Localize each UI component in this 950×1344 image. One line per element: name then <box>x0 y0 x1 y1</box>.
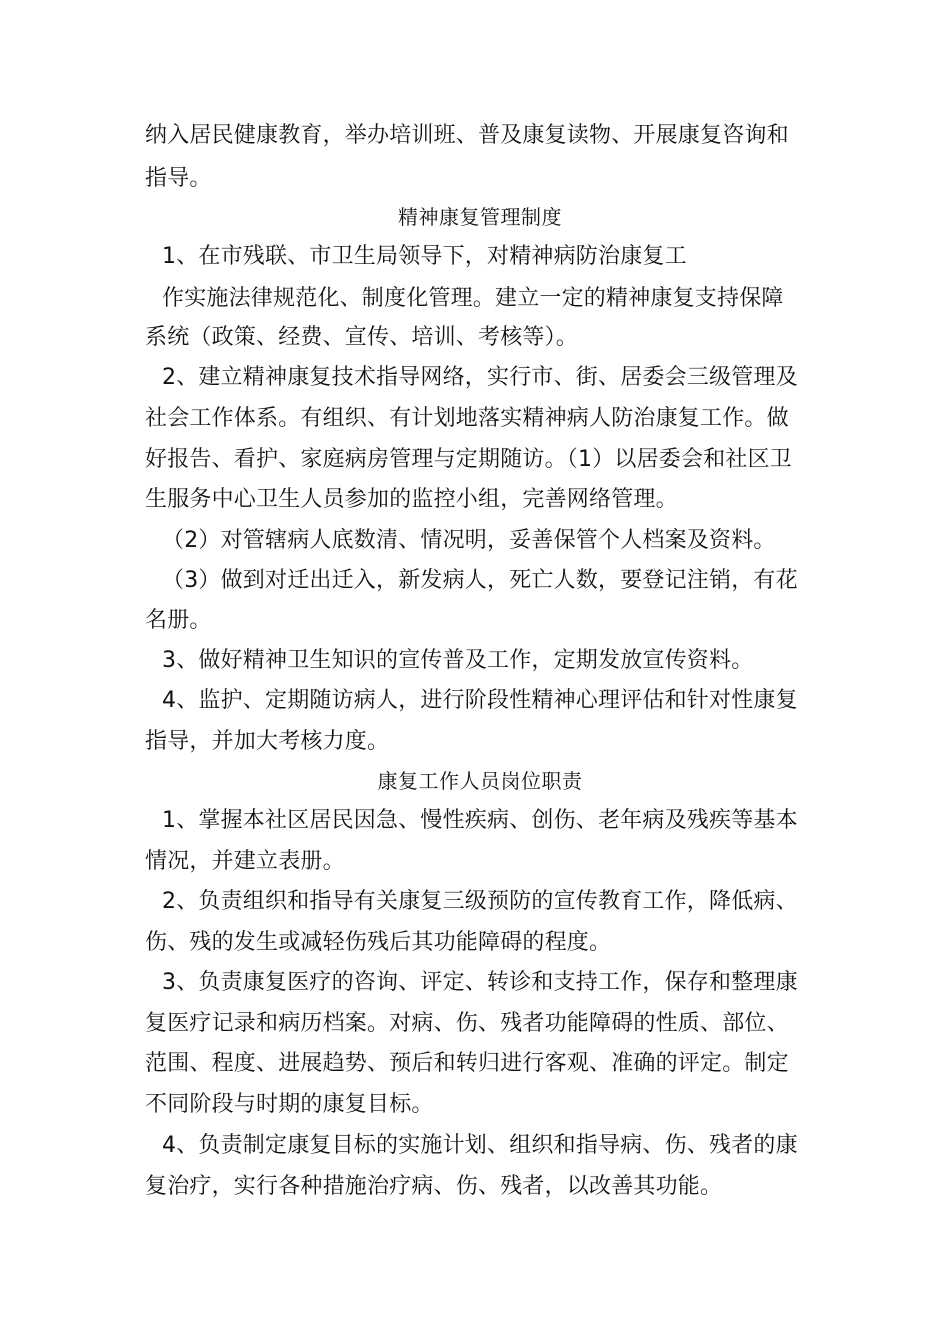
paragraph-line: 不同阶段与时期的康复目标。 <box>145 1092 434 1117</box>
paragraph-line: 作实施法律规范化、制度化管理。建立一定的精神康复支持保障 <box>162 286 784 311</box>
paragraph-line: （3）做到对迁出迁入，新发病人，死亡人数，要登记注销，有花 <box>162 568 798 593</box>
paragraph-line: 系统（政策、经费、宣传、培训、考核等）。 <box>145 325 579 350</box>
paragraph-line: 4、监护、定期随访病人，进行阶段性精神心理评估和针对性康复 <box>162 688 798 713</box>
section-title-mental-rehab: 精神康复管理制度 <box>398 205 562 229</box>
paragraph-line: 情况，并建立表册。 <box>145 849 345 874</box>
paragraph-line: 1、在市残联、市卫生局领导下，对精神病防治康复工 <box>162 244 687 269</box>
paragraph-line: 复医疗记录和病历档案。对病、伤、残者功能障碍的性质、部位、 <box>145 1011 789 1036</box>
paragraph-line: 3、负责康复医疗的咨询、评定、转诊和支持工作，保存和整理康 <box>162 970 798 995</box>
paragraph-line: 2、负责组织和指导有关康复三级预防的宣传教育工作，降低病、 <box>162 889 798 914</box>
paragraph-line: 复治疗，实行各种措施治疗病、伤、残者，以改善其功能。 <box>145 1174 723 1199</box>
section-title-rehab-staff-duties: 康复工作人员岗位职责 <box>377 769 583 793</box>
paragraph-line: 生服务中心卫生人员参加的监控小组，完善网络管理。 <box>145 487 678 512</box>
paragraph-line: 好报告、看护、家庭病房管理与定期随访。（1）以居委会和社区卫 <box>145 447 792 472</box>
paragraph-line: 伤、残的发生或减轻伤残后其功能障碍的程度。 <box>145 930 612 955</box>
intro-line-1: 纳入居民健康教育，举办培训班、普及康复读物、开展康复咨询和 <box>145 123 789 148</box>
paragraph-line: （2）对管辖病人底数清、情况明，妥善保管个人档案及资料。 <box>162 528 776 553</box>
paragraph-line: 2、建立精神康复技术指导网络，实行市、街、居委会三级管理及 <box>162 365 798 390</box>
intro-line-2: 指导。 <box>145 166 212 191</box>
paragraph-line: 3、做好精神卫生知识的宣传普及工作，定期发放宣传资料。 <box>162 648 754 673</box>
paragraph-line: 指导，并加大考核力度。 <box>145 729 390 754</box>
paragraph-line: 名册。 <box>145 608 212 633</box>
paragraph-line: 范围、程度、进展趋势、预后和转归进行客观、准确的评定。制定 <box>145 1051 789 1076</box>
paragraph-line: 4、负责制定康复目标的实施计划、组织和指导病、伤、残者的康 <box>162 1133 798 1158</box>
paragraph-line: 1、掌握本社区居民因急、慢性疾病、创伤、老年病及残疾等基本 <box>162 808 798 833</box>
paragraph-line: 社会工作体系。有组织、有计划地落实精神病人防治康复工作。做 <box>145 406 789 431</box>
